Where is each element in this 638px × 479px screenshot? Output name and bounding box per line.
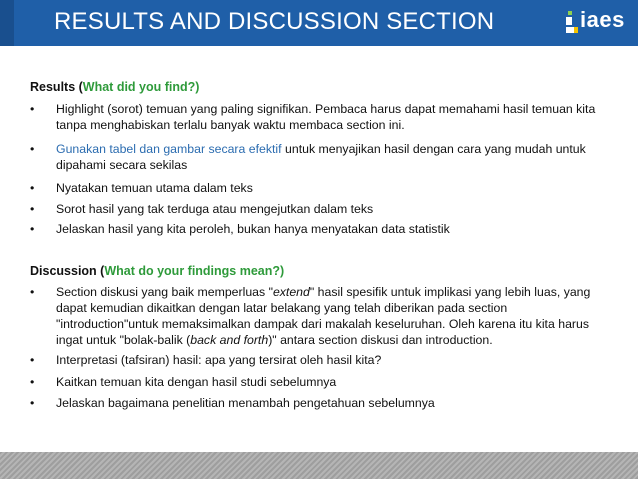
bullet: • (30, 142, 35, 156)
results-item-text: Nyatakan temuan utama dalam teks (56, 181, 253, 195)
results-heading-accent: What did you find?) (82, 80, 200, 94)
results-item-text: Highlight (sorot) temuan yang paling signifikan. Pembaca harus dapat memahami hasil temuan kita tanpa menghabiskan terlalu banyak waktu membaca section ini. (56, 102, 596, 132)
bullet: • (30, 181, 35, 195)
bullet: • (30, 375, 35, 389)
results-heading-prefix: Results ( (30, 80, 83, 94)
discussion-heading-accent: What do your findings mean?) (104, 264, 285, 278)
discussion-heading-prefix: Discussion ( (30, 264, 105, 278)
footer-bar (0, 452, 638, 479)
slide-title: RESULTS AND DISCUSSION SECTION (54, 8, 495, 35)
header-bar (0, 0, 638, 46)
italic-part: extend (272, 285, 310, 299)
italic-part: back and forth (190, 333, 269, 347)
bullet: • (30, 202, 35, 216)
results-item-accent-text: Gunakan tabel dan gambar secara efektif (56, 142, 282, 156)
text-part: )" antara section diskusi dan introduction. (268, 333, 493, 347)
discussion-item-text: Interpretasi (tafsiran) hasil: apa yang tersirat oleh hasil kita? (56, 353, 382, 367)
results-item-text (56, 141, 608, 173)
bullet: • (30, 285, 35, 299)
iaes-logo (566, 7, 630, 37)
bullet: • (30, 353, 35, 367)
discussion-item-text (56, 284, 608, 348)
results-item-rest-text: untuk menyajikan hasil dengan cara yang mudah untuk dipahami secara sekilas (56, 142, 586, 172)
logo-mark-icon (566, 11, 580, 35)
bullet: • (30, 396, 35, 410)
results-item-text: Sorot hasil yang tak terduga atau mengejutkan dalam teks (56, 202, 374, 216)
results-heading (30, 80, 199, 94)
results-item-text: Jelaskan hasil yang kita peroleh, bukan hanya menyatakan data statistik (56, 222, 450, 236)
bullet: • (30, 222, 35, 236)
text-part: Section diskusi yang baik memperluas " (56, 285, 273, 299)
bullet: • (30, 102, 35, 116)
text-part: " hasil spesifik untuk implikasi yang lebih luas, yang dapat kemudian dikaitkan dengan latar belakang yang telah diberikan pada section "introduction"untuk memaksimalkan dampak dari makalah keseluruhan. Oleh karena itu kita harus ingat untuk "bolak-balik ( (56, 285, 591, 347)
discussion-item-text: Jelaskan bagaimana penelitian menambah pengetahuan sebelumnya (56, 396, 435, 410)
discussion-item-text: Kaitkan temuan kita dengan hasil studi sebelumnya (56, 375, 337, 389)
header-accent (0, 0, 14, 46)
logo-text: iaes (580, 7, 625, 32)
discussion-heading (30, 264, 284, 278)
